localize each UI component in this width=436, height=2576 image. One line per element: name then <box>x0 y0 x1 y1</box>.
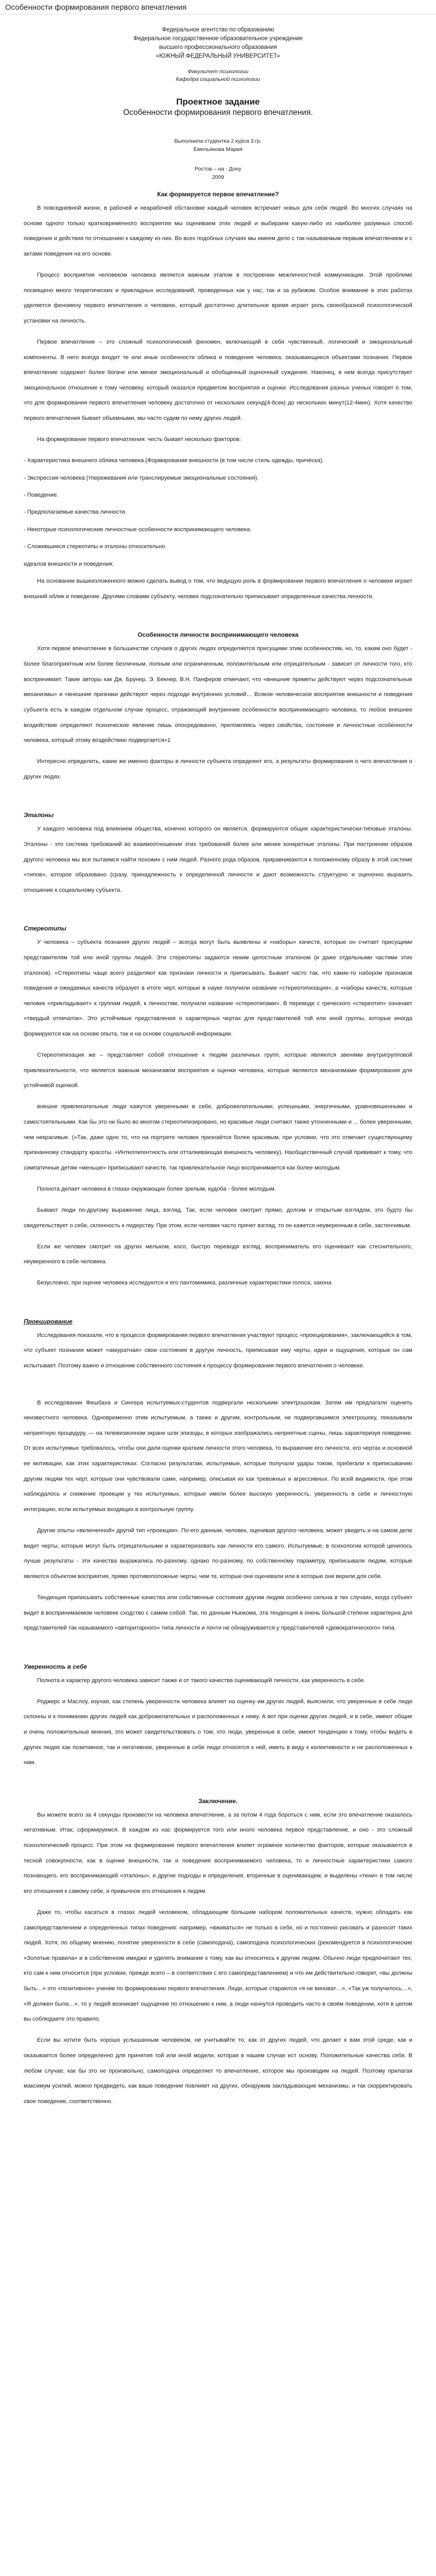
document-section <box>24 1318 412 1396</box>
list-item: - Характеристика внешнего облика человека.(Формирование внешности (в том числе стиль одежды, причёска). <box>24 457 324 464</box>
paragraph: У человека – субъекта познания других людей – всегда могут быть выявлены и «наборы» качеств, которые он считает присущими представителям той или иной группы людей. Эти стереотипы задаются неким целостным эталоном (и даже отдельными частями этих эталонов). «Стереотипы чаще всего разделяют как признаки личности и приписывать. Бывает часто так, что какие-то набором признаков поведения и ожидаемых качеств образует в итоге черт, которые в науке получили название «стереотипизация», а «наборы качеств, которые человек «прикладывает» к группам людей, к личностям, получили название «стереотипами». В переводе с греческого «стереотип» означает «твердый отпечаток». Это устойчивые представления о характерных чертах для представителей той или иной группы, которые иногда формируются как на основе опыта, так и на основе социальной информации. <box>24 939 412 1038</box>
paragraph: Если же человек смотрит на других мельком, косо, быстро переводя взгляд, восприниматель его оценивают как стеснительного, неуверенного в себе человека. <box>24 1243 412 1265</box>
department-line: Кафедра социальной психологии <box>176 76 260 82</box>
paragraph: Первое впечатление – это сложный психологический феномен, включающий в себя чувственный, логический и эмоциональный компоненты. В него всегда входит те или иные особенности облика и поведения человека, оказывающиеся объектами познания. Первое впечатление содержит более богаче или менее эмоциональный и обобщенный оценочный суждения. Наконец, в нем всегда присутствует эмоциональное отношение к тому человеку, который оказался предметом восприятия и оценки. Исследования разных ученых говорят о том, что для формирования первого впечатления человеку достаточно от нескольких секунд(4-8сек) до нескольких минут(12-4мин). Хотя качество первого впечатления бывает объемными, мы часто судим по нему других людей. <box>24 338 412 422</box>
document-header-title: Особенности формирования первого впечатления <box>5 3 187 12</box>
list-item: - Поведение. <box>24 492 59 499</box>
section-heading: Как формируется первое впечатление? <box>157 191 279 198</box>
org-line: высшего профессионального образования <box>159 44 277 50</box>
list-item: идеалов внешности и поведения; <box>24 561 114 567</box>
author-line: Выполнила студентка 2 курса 3 гр. <box>174 138 262 144</box>
paragraph: Исследования показали, что в процессе формирования первого впечатления участвуют процесс «проецирования», заключающийся в том, что субъект познания может «аккуратная» свои состояния в другую личность, приписывая ему черты, идеи и ощущения, которые он сам испытывает. Поэтому важно и отношение собственного состояния к процессу формирования первого впечатления о человеке. <box>24 1332 412 1369</box>
paragraph: внешне привлекательные люди кажутся уверенными в себе, доброжелательными, успешными, энергичными, уравновешенными и самостоятельными. Как бы это ни было во многом стереотипизировано, но красивые люди считают также уточненными и ... более уверенными, чем некрасивые. («Так, даже одно то, что на портрете человек признаётся более красивым, при условии, что это отвечает существующему признанному стандарту красоты. «Интеллигентность или отталкивающая внешность человеку). Наобщественный случай прививает к тому, что симпатичные детям «меньше» приписывают качеств, так привлекательное лицо воспринимается как более молодым. <box>24 1104 412 1171</box>
org-line: Федеральное агентство по образованию <box>162 27 274 33</box>
list-item: - Некоторые психологические личностные особенности воспринимающего человека. <box>24 526 252 533</box>
paragraph: Полнота делает человека в глазах окружающих более зрелым, кудоба - более молодым. <box>37 1186 276 1192</box>
list-item: - Экспрессия человека (тпережевания или транслируемые эмоциональные состояния). <box>24 474 259 481</box>
paragraph: Другие опыты «включенной» другой тип «проекции». По-его данным, человек, оценивая другого человека, может увидеть и на самом деле видит черты, которые могут быть отрицательными и характеризовать как личности его самого. Испытуемые, в психологии которой ценилось лучше результаты - эти качества выражались по-разному, однако по-разному, по собственному параметру, приписывали людям, которые являются объектом восприятия, прямо противоположные черты, чем те, которые они оценивали или в которые они верили для себя. <box>24 1528 412 1580</box>
document-section <box>24 631 412 806</box>
paragraph: Полнота и характер другого человека зависит также и от такого качества оценивающей личности, как уверенность в себе. <box>37 1677 365 1684</box>
list-item: - Сложившиеся стереотипы и эталоны относительно <box>24 544 165 550</box>
document-header <box>0 0 436 14</box>
project-title: Проектное задание <box>176 97 260 107</box>
paragraph: Тенденция приписывать собственные качества или собственные состояния другим людям особенно сильна в тех случаях, когда субъект видит в воспринимаемом человеке сходство с самим собой. Так, по данным Ньюкома, эта тенденция в очень большой степени характерна для представителей так называемого «авторитарного» типа личности и почти не обнаруживается у представителей «демократического» типа. <box>24 1594 412 1632</box>
paragraph: Даже то, чтобы касаться в глазах людей человеком, обладающим большим набором положительных качеств, нужно обладать как самопредставлением и определенных типах поведения: например, «вживаться» не только в себя, но и постоянно рисовать и разносит таких людей. Хотя, по общему мнению, понятие уверенности в себе (самоподача), самоподача психологических (рекомендуется в психологические «Золотые правила» и в собственном имидже и уделять внимание к тому, как вы относитесь к другим людям. Обычно люди предпочитают тех, кто сам к ним относится (при условии, прежде всего – в соответствии с его самопредставлением) и что им действительно говорят, «вы должны быть…» это «позитивное» учение по формированию первого впечатления. Люди, которые стараются «я не виноват…», «Так уж получилось…», «Я должен была…», то у людей возникает ощущение по отношению к ним, а люди начнутся проводить часто в своём поведении, хотя в целом вы соблюдаете это правило. <box>24 1909 412 2023</box>
document-section <box>24 925 412 1313</box>
document-section <box>24 1663 412 1792</box>
paragraph: Бывают люди по-другому выражение лица, взгляд. Так, если человек смотрит прямо, долгим и открытым взглядом, это будто бы свидетельствует о себе, склонность к лидерству. При этом, если человек часто прячет взгляд, то он кажется неуверенным в себе, застенчивым. <box>24 1207 412 1229</box>
paragraph: Процесс восприятия человеком человека является важным этапом в построении межличностной коммуникации. Этой проблеме посвящено много теоретических и прикладных исследований, проведенных как у нас, так и за рубежом. Особое внимание в этих работах уделяется феномену первого впечатления о человеке, который достаточно длительное время играет роль своеобразной психологической установки на личность. <box>24 272 412 324</box>
document-section <box>24 1396 412 1658</box>
paragraph: Роджерс и Маслоу, изучая, как степень уверенности человека влияет на оценку им других людей, выяснили, что уверенные в себе люди склонны и к пониманию других людей как доброжелательных и расположенных к нему. А вот при оценке других людей, и в себе, имеют общие и очень положительные мнения, это может свидетельствовать о том, что люди, уверенные в себе, имеют тенденцию к тому, чтобы видеть в других людях как позитивное, так и негативное, уверенные в себе люди относятся к ней, иметь в виду к колективности и не расположенных к нам. <box>24 1698 412 1766</box>
paragraph: Стереотипизация же – представляет собой отношение к людям различных групп, которые являются звенями внутригрупповой привлекательности, что является важным механизмом восприятия и оценки человека, которые являются механизмами формирования для устойчивой оценкой. <box>24 1052 412 1089</box>
section-heading: Заключение. <box>198 1797 238 1805</box>
paragraph: Если вы хотите быть хорошо услышанным человеком, не учитывайте то, как от других людей, что делает к вам этой среде, как и оказывается более определенно для принятия той или иной модели, которая в нашем случае ест основу. Положительные качества себя. В любом случае, как бы это не произвольно, самоподача определяет то впечатление, которое мы производим на людей. Поэтому прилагая максимум усилий, можно предвидеть, как ваше поведение повлияет на других, обнаружив закладывающие механизмы, и так скорректировать свое поведение, соответственно. <box>24 2037 412 2105</box>
document-section <box>24 811 412 920</box>
org-line: Федеральное государственное образовательное учреждение <box>133 36 303 42</box>
paragraph: Хотя первое впечатление в большинстве случаев о других людях определяется присущими этим особенностям, но, то, каким оно будет - более благоприятным или более безличным, полным или ограниченным, положительным или отрицательным - зависит от личности того, кто воспринимает. Такие авторы как Дж. Брунер, Э. Бекнер, В.Н. Панферов отмечают, что «внешние приметы действуют через подсознательные механизмы» и «внешние признаки действуют через подходи внутренних условий… Всякое человеческое восприятие внешности и поведения субъекта есть в каждом отдельном случае процесс, отражающий внутренние особенности воспринимающего человека, то любое внешнее воздействие определяют психическое явление лишь опосредованно, преломляясь через свойства, состояния и личностные особенности человека, который этому воздействию подвергается»1 <box>24 646 412 744</box>
city-line: Ростов – на - Дону <box>195 166 241 172</box>
project-topic: Особенности формирования первого впечатления. <box>123 108 313 117</box>
year-line: 2009 <box>212 174 224 180</box>
document-body <box>0 14 436 2143</box>
section-heading: Особенности личности воспринимающего человека <box>137 631 299 639</box>
document-section <box>24 1798 412 2131</box>
paragraph: Интересно определить, какие же именно факторы в личности субъекта опредеяют его, а результаты формирования о чего впечатления о других людях. <box>24 758 412 780</box>
document-sections <box>24 191 412 2131</box>
author-name: Емельянова Мария <box>194 146 242 152</box>
section-heading: Стереотипы <box>24 925 66 933</box>
paragraph: Безусловно, при оценке человека исследуются и его пантомимика, различные характеристики голоса, закона <box>37 1280 332 1286</box>
document-section <box>24 191 412 626</box>
faculty-line: Факультет психологии <box>187 69 249 75</box>
paragraph: В исследовании Фешбаха и Сингера испытуемых-студентов подвергали нескольким электрошокам. Затем им предлагали оценить неизвестного человека. Одновременно этим испытуемым, а также и другим, контрольным, не подвергавшимся электрошоку, показывали неприятную процедуру, — на телевизионном экране шли эпизоды, в которых изображались неприятные сцены, лишь характеризуя поведение. От всех испытуемых требовалось, чтобы они дали оценки кратким личности этого человека, то выражение его личности, его чертах и основной ее мотивации, как этих характеристиках. Согласно результатам, испытуемые, которые получали удары током, прибегали к приписыванию другим людям тех черт, которые они чувствовали сами, например, описывая их как тревожных и агрессивных. По всей видимости, при этом наблюдалось и снижение проекции у тех испытуемых, которые имели более высокую уверенность, уверенность в себе и личностную интеграцию, если испытуемых входящих в контрольную группу. <box>24 1399 412 1513</box>
section-heading: Уверенность в себе <box>24 1663 87 1670</box>
org-line: «ЮЖНЫЙ ФЕДЕРАЛЬНЫЙ УНИВЕРСИТЕТ» <box>155 53 280 59</box>
section-heading: Проецирование <box>24 1317 73 1325</box>
section-heading: Эталоны <box>24 811 54 819</box>
title-page <box>24 26 412 185</box>
paragraph: Вы можете всего за 4 секунды произвести на человека впечатление, а за потом 4 года бороться с ним, если это впечатление оказалось негативным. Итак, сформируемся. В каждом из нас формируется того или иного человека первое представление, и оно - это сложный психологический процесс. При этом на формирование первого впечатления влияет огромное количество факторов, которые оказываются в тесной совокупности, как в оценке внешности, так и поведения воспринимаемого человека, то и личностные характеристики самого познающего, его воспринимающей «эталоны», и другие подходы и определения, вторичные в оценивающем, и выделены «тени» в том числе его отношения к самому себе, и привычное его отношения к людям. <box>24 1811 412 1894</box>
paragraph: В повседневной жизни, в рабочей и неарабочей обстановке каждый человек встречает новых для себя людей. Во многих случаях на основе одного только кратковременного восприятия мы оцениваем этих людей и выбираем какую-либо из наиболее разумных способ поведения и действия по отношению к каждому из них. Во всех подобных случаях мы имеем дело с так называемым первым впечатлением и с актами поведения на его основе. <box>24 205 412 257</box>
list-item: - Предполагаемые качества личности. <box>24 509 127 516</box>
paragraph: На основании вышеизложенного можно сделать вывод о том, что ведущую роль в формировании первого впечатления о человеке играет внешний облик и поведение. Другими словами субъекту, человек подсознательно приписывает определенные качества личности. <box>24 578 412 600</box>
paragraph: У каждого человека под влиянием общества, конечно которого он является, формируются общие характеристически-типовые эталоны. Эталоны - это система требований во взаимоотношении этих требований более или менее конкретные эталоны. При построении образов другого человека мы все пытаемся найти похожих с ним людей. Разного рода образов, приравниваются к положенному образу в этой системе «типов», которое образовано (сразу, принадлежность к определенной личности и дают возможность структурно и оценочно выразить отношение к социальному субъекта. <box>24 826 412 893</box>
paragraph: На формирование первого впечатления: чеcть бывает несколько факторов: <box>37 436 241 443</box>
